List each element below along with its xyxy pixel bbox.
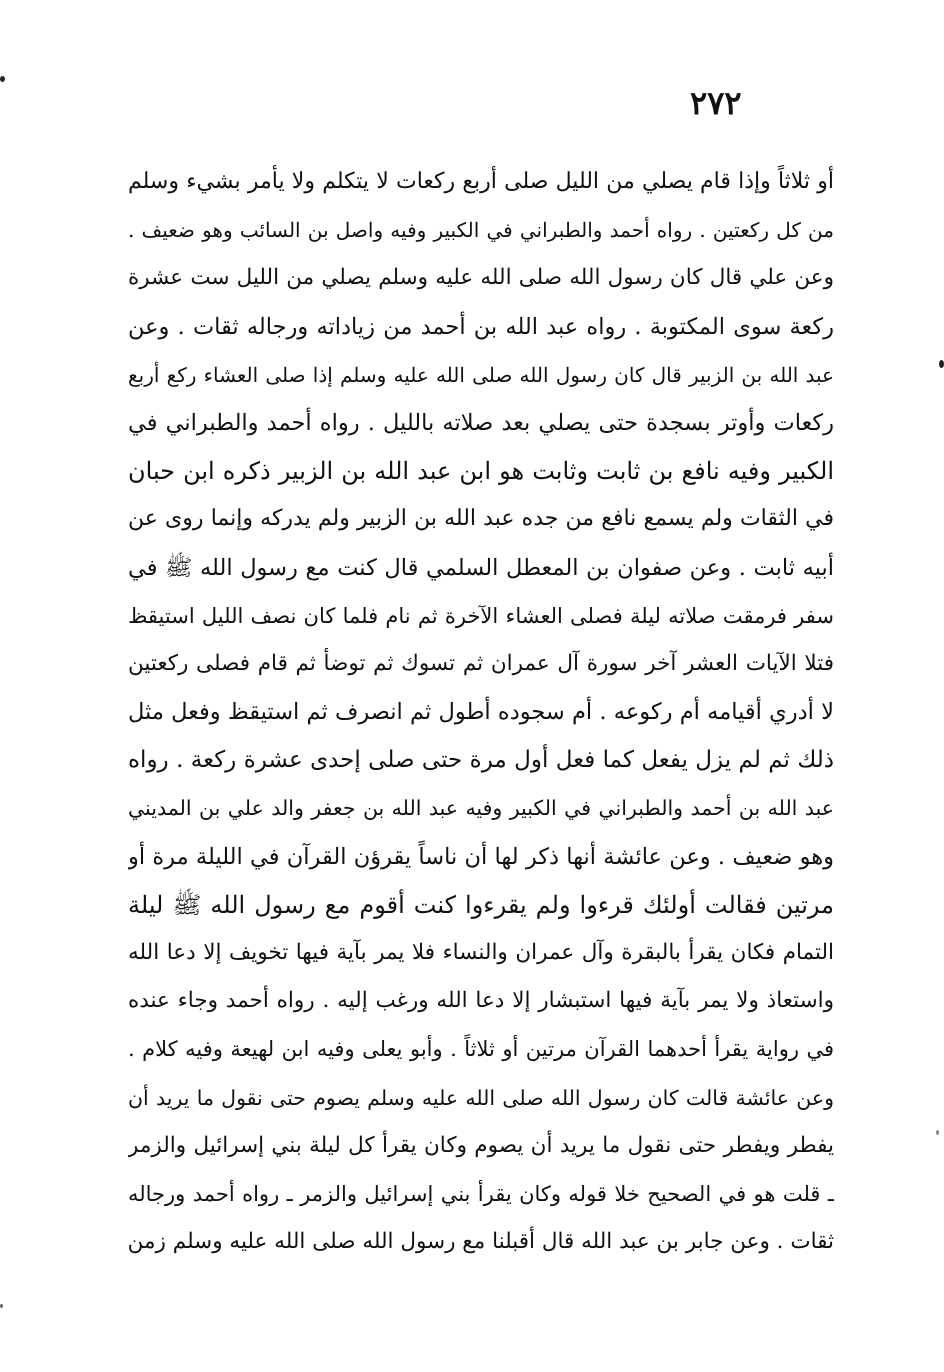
text-line: ثقات . وعن جابر بن عبد الله قال أقبلنا مع رسول الله صلى الله عليه وسلم زمن (128, 1229, 834, 1255)
scan-mark (0, 1304, 3, 1308)
body-text (128, 158, 834, 1266)
text-line: الكبير وفيه نافع بن ثابت وثابت هو ابن عبد الله بن الزبير ذكره ابن حبان (128, 457, 834, 486)
text-line: يفطر ويفطر حتى نقول ما يريد أن يصوم وكان يقرأ كل ليلة بني إسرائيل والزمر (128, 1132, 834, 1158)
text-line: ـ قلت هو في الصحيح خلا قوله وكان يقرأ بني إسرائيل والزمر ـ رواه أحمد ورجاله (128, 1181, 834, 1206)
text-line: ركعة سوى المكتوبة . رواه عبد الله بن أحمد من زياداته ورجاله ثقات . وعن (128, 313, 834, 340)
text-line: مرتين فقالت أولئك قرءوا ولم يقرءوا كنت أقوم مع رسول الله ﷺ ليلة (128, 890, 834, 919)
text-line: فتلا الآيات العشر آخر سورة آل عمران ثم تسوك ثم توضأ ثم قام فصلى ركعتين (128, 650, 834, 676)
text-line: أبيه ثابت . وعن صفوان بن المعطل السلمي قال كنت مع رسول الله ﷺ في (128, 554, 834, 581)
text-line: ركعات وأوتر بسجدة حتى يصلي بعد صلاته بالليل . رواه أحمد والطبراني في (128, 409, 834, 436)
text-line: سفر فرمقت صلاته ليلة فصلى العشاء الآخرة ثم نام فلما كان نصف الليل استيقظ (128, 603, 834, 628)
text-line: في الثقات ولم يسمع نافع من جده عبد الله بن الزبير ولم يدركه وإنما روى عن (128, 506, 834, 532)
text-line: عبد الله بن الزبير قال كان رسول الله صلى الله عليه وسلم إذا صلى العشاء ركع أربع (128, 362, 834, 387)
scan-mark (939, 360, 944, 368)
scan-mark (936, 1130, 939, 1135)
text-line: من كل ركعتين . رواه أحمد والطبراني في الكبير وفيه واصل بن السائب وهو ضعيف . (128, 218, 834, 243)
text-line: وعن عائشة قالت كان رسول الله صلى الله عليه وسلم يصوم حتى نقول ما يريد أن (128, 1085, 834, 1110)
text-line: ذلك ثم لم يزل يفعل كما فعل أول مرة حتى صلى إحدى عشرة ركعة . رواه (128, 747, 834, 774)
text-line: أو ثلاثاً وإذا قام يصلي من الليل صلى أربع ركعات لا يتكلم ولا يأمر بشيء وسلم (128, 169, 834, 194)
text-line: وعن علي قال كان رسول الله صلى الله عليه وسلم يصلي من الليل ست عشرة (128, 265, 834, 291)
text-line: في رواية يقرأ أحدهما القرآن مرتين أو ثلاثاً . وأبو يعلى وفيه ابن لهيعة وفيه كلام . (128, 1037, 834, 1062)
page-number: ٢٧٢ (690, 84, 742, 122)
text-line: وهو ضعيف . وعن عائشة أنها ذكر لها أن ناساً يقرؤن القرآن في الليلة مرة أو (128, 843, 834, 870)
text-line: عبد الله بن أحمد والطبراني في الكبير وفيه عبد الله بن جعفر والد علي بن المديني (128, 796, 834, 821)
text-line: التمام فكان يقرأ بالبقرة وآل عمران والنساء فلا يمر بآية فيها تخويف إلا دعا الله (128, 940, 834, 965)
text-line: لا أدري أقيامه أم ركوعه . أم سجوده أطول ثم انصرف ثم استيقظ وفعل مثل (128, 699, 834, 726)
scan-mark (0, 76, 5, 82)
text-line: واستعاذ ولا يمر بآية فيها استبشار إلا دعا الله ورغب إليه . رواه أحمد وجاء عنده (128, 988, 834, 1014)
